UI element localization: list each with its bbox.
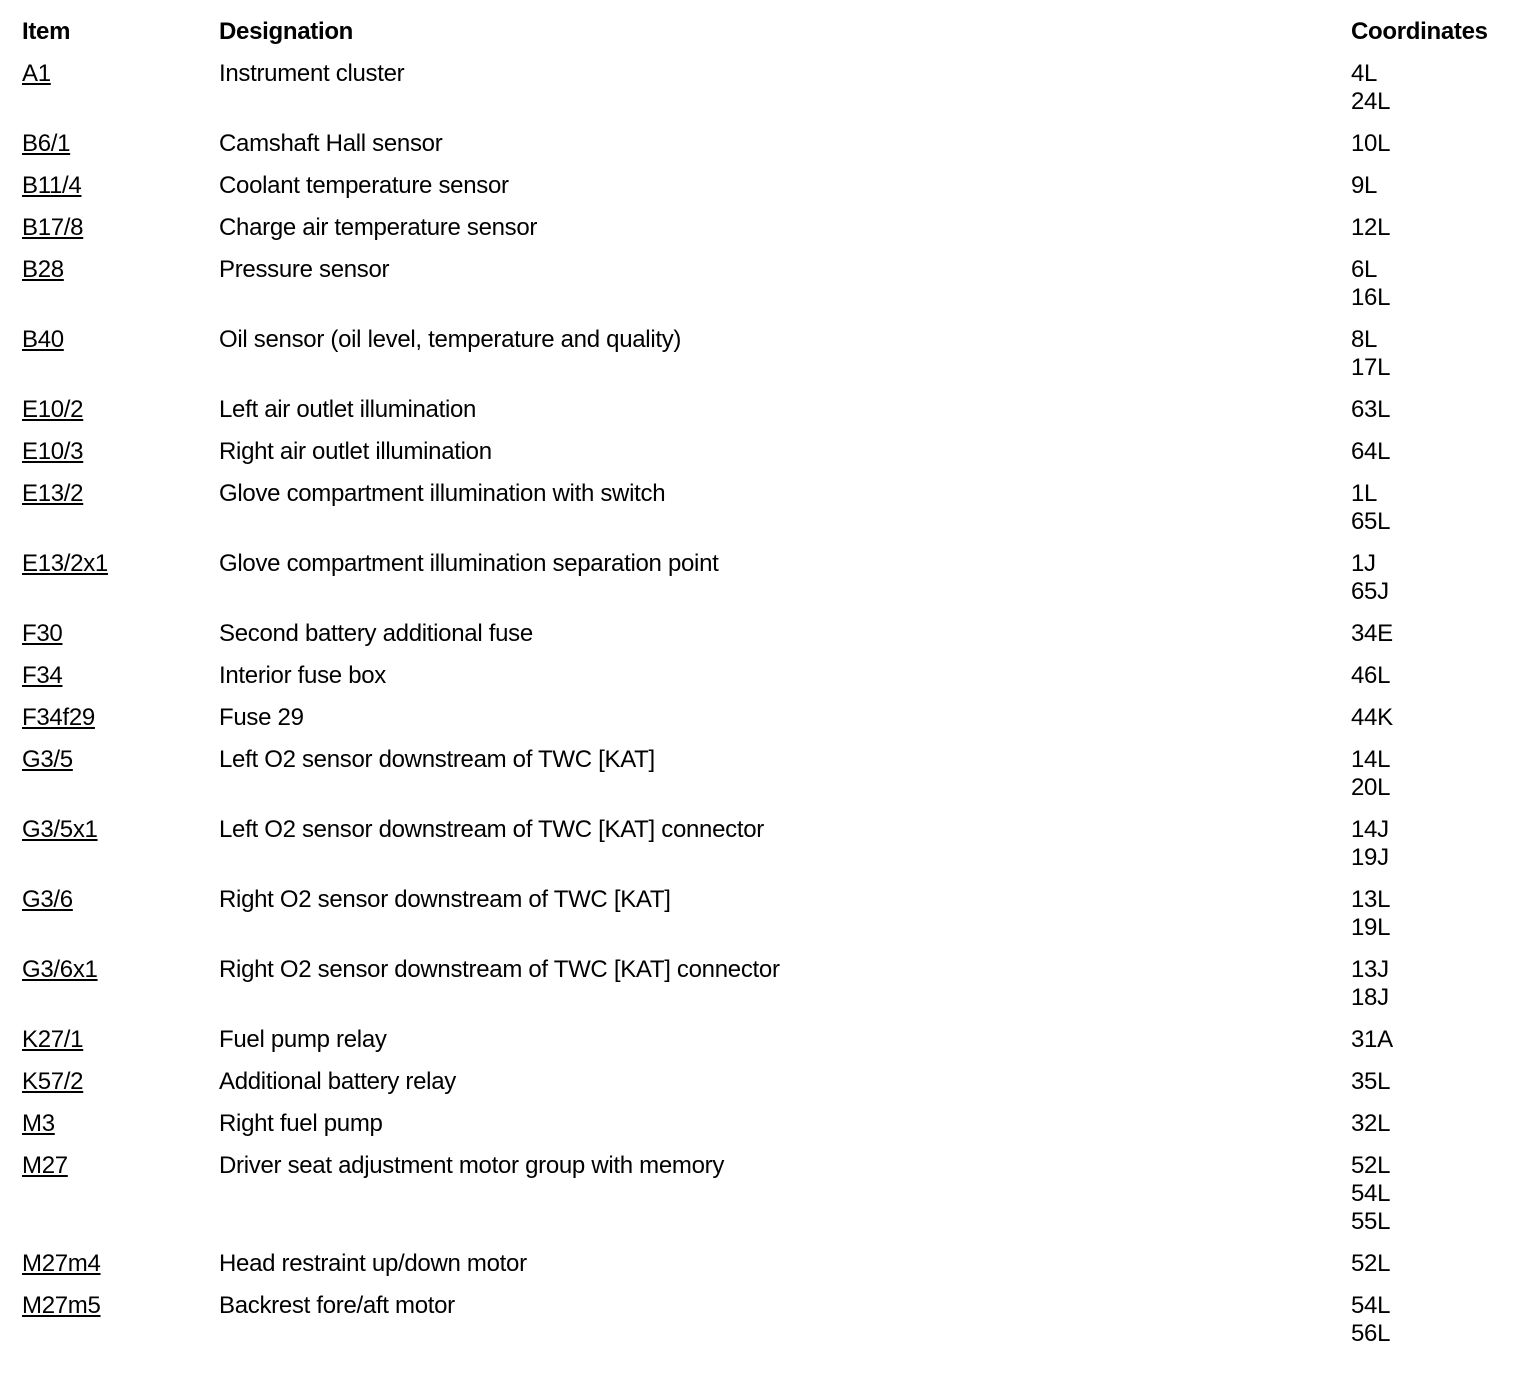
designation-text: Coolant temperature sensor	[219, 172, 509, 199]
designation-text: Left O2 sensor downstream of TWC [KAT]	[219, 746, 655, 773]
table-row	[22, 256, 1512, 312]
designation-cell	[219, 214, 1351, 242]
item-link[interactable]: B28	[22, 256, 64, 283]
item-link[interactable]: B6/1	[22, 130, 71, 157]
item-cell	[22, 1152, 219, 1180]
table-row	[22, 1026, 1512, 1054]
designation-text: Right O2 sensor downstream of TWC [KAT]	[219, 886, 671, 913]
table-row	[22, 396, 1512, 424]
coordinate-value: 46L	[1351, 662, 1391, 689]
item-cell	[22, 130, 219, 158]
legend-table	[22, 18, 1512, 1362]
item-link[interactable]: E10/3	[22, 438, 84, 465]
table-row	[22, 704, 1512, 732]
designation-cell	[219, 1026, 1351, 1054]
item-cell	[22, 60, 219, 88]
item-cell	[22, 438, 219, 466]
item-cell	[22, 1110, 219, 1138]
coordinates-cell	[1351, 60, 1511, 116]
item-cell	[22, 480, 219, 508]
coordinate-value: 65J	[1351, 578, 1389, 605]
designation-cell	[219, 816, 1351, 844]
designation-text: Driver seat adjustment motor group with memory	[219, 1152, 725, 1179]
designation-cell	[219, 1292, 1351, 1320]
coordinate-value: 54L	[1351, 1292, 1391, 1319]
coordinate-value: 16L	[1351, 284, 1391, 311]
coordinates-cell	[1351, 214, 1511, 242]
designation-cell	[219, 1250, 1351, 1278]
item-cell	[22, 746, 219, 774]
coordinates-cell	[1351, 326, 1511, 382]
designation-cell	[219, 704, 1351, 732]
coordinates-cell	[1351, 1026, 1511, 1054]
table-row	[22, 1152, 1512, 1236]
coordinate-value: 34E	[1351, 620, 1393, 647]
item-cell	[22, 396, 219, 424]
table-row	[22, 620, 1512, 648]
designation-text: Interior fuse box	[219, 662, 386, 689]
item-cell	[22, 214, 219, 242]
designation-cell	[219, 1068, 1351, 1096]
item-link[interactable]: K27/1	[22, 1026, 84, 1053]
item-cell	[22, 620, 219, 648]
designation-text: Right O2 sensor downstream of TWC [KAT] connector	[219, 956, 780, 983]
coordinates-cell	[1351, 1068, 1511, 1096]
coordinates-cell	[1351, 1152, 1511, 1236]
designation-cell	[219, 130, 1351, 158]
item-link[interactable]: E10/2	[22, 396, 84, 423]
table-row	[22, 1110, 1512, 1138]
item-link[interactable]: F34f29	[22, 704, 95, 731]
item-column-header: Item	[22, 18, 71, 45]
coordinate-value: 24L	[1351, 88, 1391, 115]
designation-text: Glove compartment illumination separation point	[219, 550, 719, 577]
table-row	[22, 480, 1512, 536]
designation-cell	[219, 480, 1351, 508]
table-header	[22, 18, 1512, 46]
coordinate-value: 10L	[1351, 130, 1391, 157]
table-row	[22, 130, 1512, 158]
coordinate-value: 54L	[1351, 1180, 1391, 1207]
item-link[interactable]: F30	[22, 620, 63, 647]
designation-cell	[219, 326, 1351, 354]
table-body	[22, 60, 1512, 1348]
designation-text: Fuse 29	[219, 704, 304, 731]
table-row	[22, 214, 1512, 242]
item-link[interactable]: B11/4	[22, 172, 82, 199]
item-link[interactable]: G3/6	[22, 886, 73, 913]
coordinate-value: 18J	[1351, 984, 1389, 1011]
item-link[interactable]: M27	[22, 1152, 68, 1179]
coordinates-cell	[1351, 130, 1511, 158]
item-link[interactable]: M27m4	[22, 1250, 101, 1277]
designation-text: Camshaft Hall sensor	[219, 130, 443, 157]
coordinate-value: 14L	[1351, 746, 1391, 773]
coordinates-cell	[1351, 704, 1511, 732]
item-cell	[22, 886, 219, 914]
designation-text: Fuel pump relay	[219, 1026, 387, 1053]
item-link[interactable]: M3	[22, 1110, 55, 1137]
designation-cell	[219, 438, 1351, 466]
item-cell	[22, 1068, 219, 1096]
coordinates-cell	[1351, 256, 1511, 312]
item-cell	[22, 662, 219, 690]
coordinates-cell	[1351, 746, 1511, 802]
coordinate-value: 6L	[1351, 256, 1378, 283]
coordinate-value: 63L	[1351, 396, 1391, 423]
designation-cell	[219, 662, 1351, 690]
item-cell	[22, 256, 219, 284]
item-link[interactable]: G3/5	[22, 746, 73, 773]
coordinate-value: 17L	[1351, 354, 1391, 381]
item-link[interactable]: K57/2	[22, 1068, 84, 1095]
table-row	[22, 1250, 1512, 1278]
item-link[interactable]: E13/2	[22, 480, 84, 507]
item-cell	[22, 1292, 219, 1320]
item-cell	[22, 704, 219, 732]
coordinate-value: 19J	[1351, 844, 1389, 871]
coordinate-value: 55L	[1351, 1208, 1391, 1235]
item-cell	[22, 326, 219, 354]
item-cell	[22, 550, 219, 578]
item-link[interactable]: G3/5x1	[22, 816, 98, 843]
designation-cell	[219, 550, 1351, 578]
coordinate-value: 65L	[1351, 508, 1391, 535]
item-link[interactable]: B40	[22, 326, 64, 353]
designation-cell	[219, 1110, 1351, 1138]
designation-cell	[219, 172, 1351, 200]
coordinates-cell	[1351, 480, 1511, 536]
coordinates-cell	[1351, 816, 1511, 872]
coordinate-value: 31A	[1351, 1026, 1393, 1053]
designation-cell	[219, 886, 1351, 914]
designation-text: Glove compartment illumination with switch	[219, 480, 666, 507]
designation-column-header: Designation	[219, 18, 354, 45]
table-row	[22, 438, 1512, 466]
coordinates-cell	[1351, 1110, 1511, 1138]
item-cell	[22, 816, 219, 844]
designation-text: Right fuel pump	[219, 1110, 383, 1137]
coordinate-value: 64L	[1351, 438, 1391, 465]
item-link[interactable]: E13/2x1	[22, 550, 108, 577]
table-row	[22, 1068, 1512, 1096]
coordinate-value: 8L	[1351, 326, 1378, 353]
coordinate-value: 56L	[1351, 1320, 1391, 1347]
coordinates-cell	[1351, 438, 1511, 466]
coordinate-value: 14J	[1351, 816, 1389, 843]
item-cell	[22, 956, 219, 984]
coordinates-cell	[1351, 396, 1511, 424]
table-row	[22, 662, 1512, 690]
coordinate-value: 9L	[1351, 172, 1378, 199]
coordinates-cell	[1351, 172, 1511, 200]
designation-cell	[219, 256, 1351, 284]
coordinates-cell	[1351, 1250, 1511, 1278]
coordinates-cell	[1351, 886, 1511, 942]
table-row	[22, 956, 1512, 1012]
designation-text: Right air outlet illumination	[219, 438, 492, 465]
designation-text: Additional battery relay	[219, 1068, 456, 1095]
coordinate-value: 4L	[1351, 60, 1378, 87]
designation-text: Second battery additional fuse	[219, 620, 533, 647]
table-row	[22, 816, 1512, 872]
coordinates-cell	[1351, 620, 1511, 648]
item-link[interactable]: F34	[22, 662, 63, 689]
designation-text: Left O2 sensor downstream of TWC [KAT] connector	[219, 816, 764, 843]
designation-text: Oil sensor (oil level, temperature and quality)	[219, 326, 682, 353]
designation-text: Head restraint up/down motor	[219, 1250, 527, 1277]
designation-cell	[219, 956, 1351, 984]
designation-text: Pressure sensor	[219, 256, 390, 283]
table-row	[22, 326, 1512, 382]
item-link[interactable]: G3/6x1	[22, 956, 98, 983]
item-cell	[22, 1250, 219, 1278]
designation-cell	[219, 60, 1351, 88]
designation-cell	[219, 620, 1351, 648]
item-link[interactable]: M27m5	[22, 1292, 101, 1319]
table-row	[22, 550, 1512, 606]
coordinate-value: 13J	[1351, 956, 1389, 983]
coordinates-cell	[1351, 956, 1511, 1012]
item-cell	[22, 172, 219, 200]
table-row	[22, 172, 1512, 200]
coordinates-column-header: Coordinates	[1351, 18, 1488, 45]
coordinate-value: 44K	[1351, 704, 1393, 731]
designation-text: Left air outlet illumination	[219, 396, 477, 423]
coordinates-cell	[1351, 662, 1511, 690]
designation-cell	[219, 746, 1351, 774]
item-link[interactable]: B17/8	[22, 214, 84, 241]
coordinate-value: 32L	[1351, 1110, 1391, 1137]
table-row	[22, 60, 1512, 116]
coordinate-value: 19L	[1351, 914, 1391, 941]
item-cell	[22, 1026, 219, 1054]
table-row	[22, 886, 1512, 942]
coordinate-value: 20L	[1351, 774, 1391, 801]
coordinate-value: 13L	[1351, 886, 1391, 913]
designation-cell	[219, 396, 1351, 424]
table-row	[22, 746, 1512, 802]
designation-text: Charge air temperature sensor	[219, 214, 538, 241]
coordinates-cell	[1351, 550, 1511, 606]
designation-text: Backrest fore/aft motor	[219, 1292, 455, 1319]
designation-text: Instrument cluster	[219, 60, 405, 87]
coordinate-value: 52L	[1351, 1250, 1391, 1277]
designation-cell	[219, 1152, 1351, 1180]
table-row	[22, 1292, 1512, 1348]
coordinate-value: 1L	[1351, 480, 1378, 507]
coordinate-value: 12L	[1351, 214, 1391, 241]
coordinates-cell	[1351, 1292, 1511, 1348]
item-link[interactable]: A1	[22, 60, 51, 87]
coordinate-value: 52L	[1351, 1152, 1391, 1179]
coordinate-value: 35L	[1351, 1068, 1391, 1095]
coordinate-value: 1J	[1351, 550, 1376, 577]
